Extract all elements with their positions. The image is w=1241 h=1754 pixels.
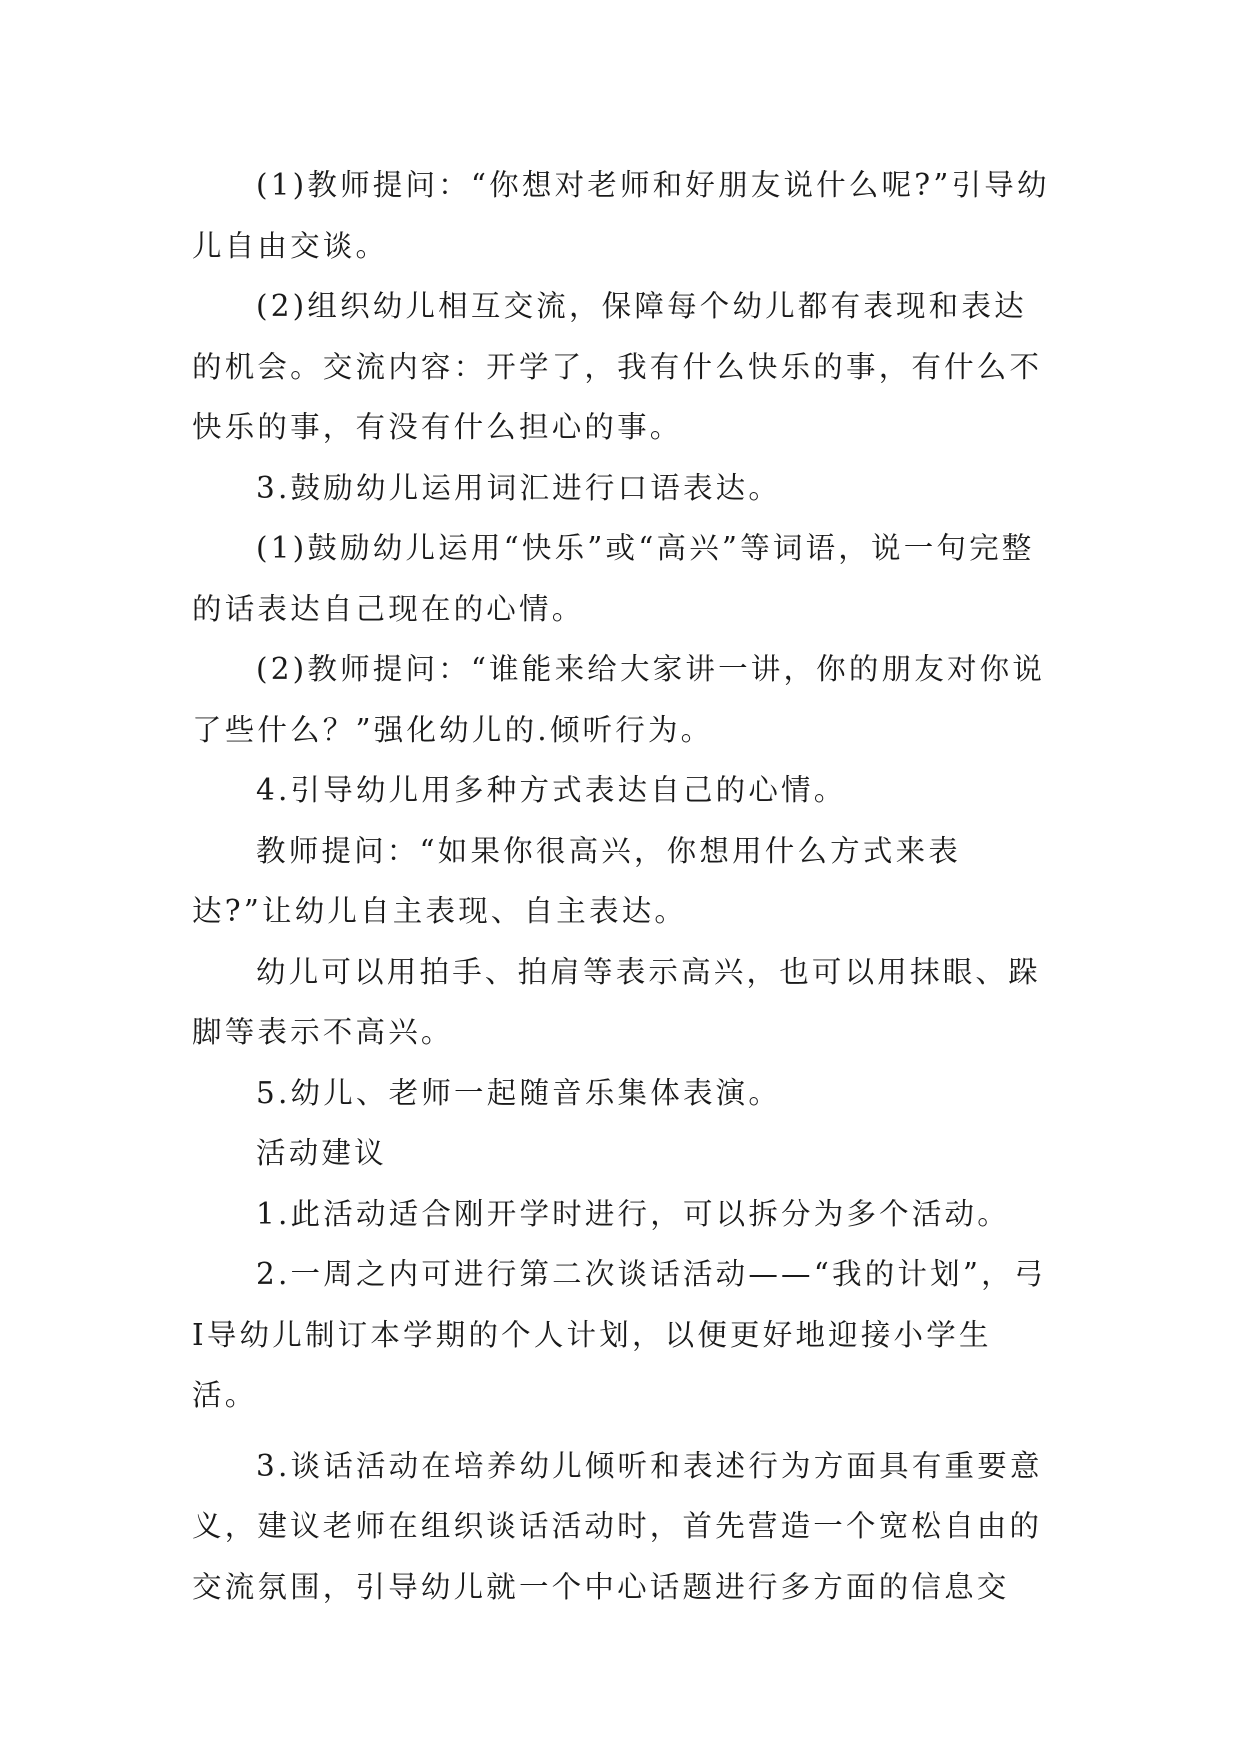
suggestion-2: 2.一周之内可进行第二次谈话活动——“我的计划”，弓I导幼儿制订本学期的个人计划，以便更好地迎接小学生活。 xyxy=(192,1257,1047,1412)
paragraph-step-4-heading: 4.引导幼儿用多种方式表达自己的心情。 xyxy=(256,773,847,807)
paragraph-q2-exchange: (2)组织幼儿相互交流，保障每个幼儿都有表现和表达的机会。交流内容：开学了，我有什么快乐的事，有什么不快乐的事，有没有什么担心的事。 xyxy=(192,289,1043,444)
document-body xyxy=(192,155,1054,1617)
paragraph-q1-teacher-question: (1)教师提问：“你想对老师和好朋友说什么呢?”引导幼儿自由交谈。 xyxy=(192,168,1050,263)
paragraph-step-4-examples: 幼儿可以用拍手、拍肩等表示高兴，也可以用抹眼、跺脚等表示不高兴。 xyxy=(192,954,1041,1049)
paragraph-step-3-item-2: (2)教师提问：“谁能来给大家讲一讲，你的朋友对你说了些什么？”强化幼儿的.倾听行为。 xyxy=(192,652,1046,747)
suggestion-3: 3.谈话活动在培养幼儿倾听和表述行为方面具有重要意义，建议老师在组织谈话活动时，首先营造一个宽松自由的交流氛围，引导幼儿就一个中心话题进行多方面的信息交 xyxy=(192,1448,1043,1604)
paragraph-step-3-item-1: (1)鼓励幼儿运用“快乐”或“高兴”等词语，说一句完整的话表达自己现在的心情。 xyxy=(192,531,1035,626)
section-title-activity-suggestions: 活动建议 xyxy=(256,1136,387,1170)
paragraph-step-3-heading: 3.鼓励幼儿运用词汇进行口语表达。 xyxy=(256,470,782,505)
paragraph-step-4-question: 教师提问：“如果你很高兴，你想用什么方式来表达?”让幼儿自主表现、自主表达。 xyxy=(192,833,961,928)
suggestion-1: 1.此活动适合刚开学时进行，可以拆分为多个活动。 xyxy=(256,1196,1010,1231)
paragraph-step-5: 5.幼儿、老师一起随音乐集体表演。 xyxy=(256,1075,782,1110)
